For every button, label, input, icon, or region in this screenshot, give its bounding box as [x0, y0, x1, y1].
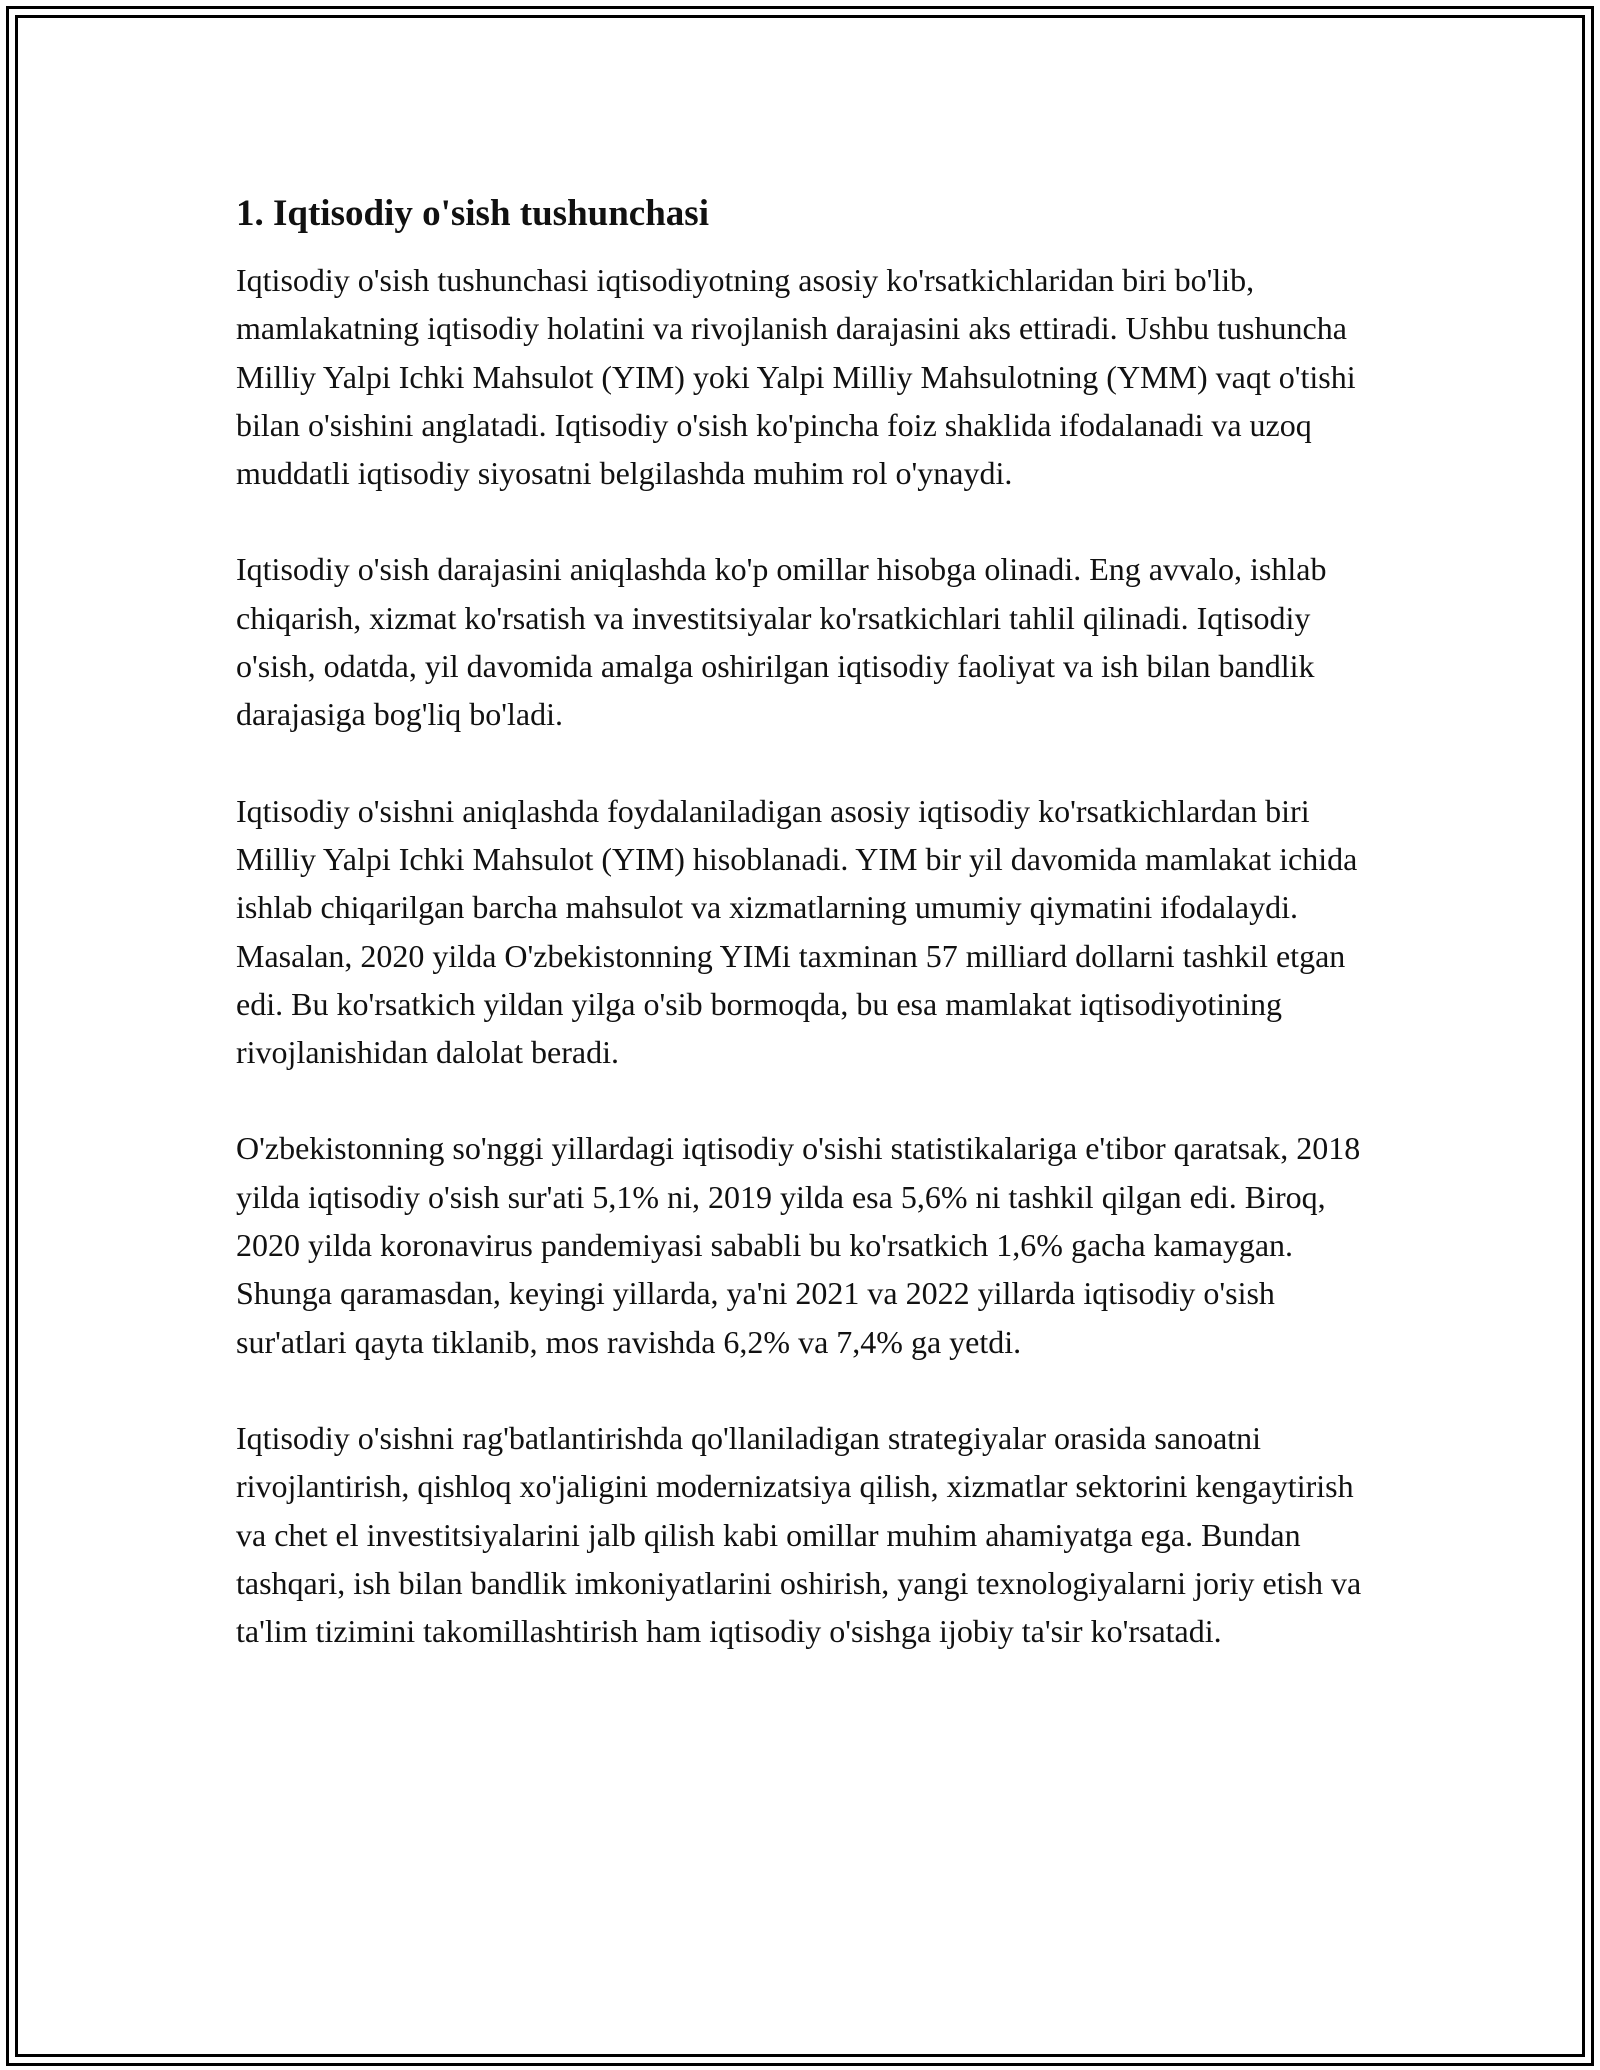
paragraph-1: Iqtisodiy o'sish tushunchasi iqtisodiyotning asosiy ko'rsatkichlaridan biri bo'lib, mamlakatning iqtisodiy holatini va rivojlanish darajasini aks ettiradi. Ushbu tushuncha Milliy Yalpi Ichki Mahsulot (YIM) yoki Yalpi Milliy Mahsulotning (YMM) vaqt o'tishi bilan o'sishini anglatadi. Iqtisodiy o'sish ko'pincha foiz shaklida ifodalanadi va uzoq muddatli iqtisodiy siyosatni belgilashda muhim rol o'ynaydi. [236, 262, 1356, 492]
section-heading: 1. Iqtisodiy o'sish tushunchasi [236, 193, 709, 234]
paragraph-2: Iqtisodiy o'sish darajasini aniqlashda ko'p omillar hisobga olinadi. Eng avvalo, ishlab chiqarish, xizmat ko'rsatish va investitsiyalar ko'rsatkichlari tahlil qilinadi. Iqtisodiy o'sish, odatda, yil davomida amalga oshirilgan iqtisodiy faoliyat va ish bilan bandlik darajasiga bog'liq bo'ladi. [236, 551, 1327, 733]
paragraph-3: Iqtisodiy o'sishni aniqlashda foydalaniladigan asosiy iqtisodiy ko'rsatkichlardan biri Milliy Yalpi Ichki Mahsulot (YIM) hisoblanadi. YIM bir yil davomida mamlakat ichida ishlab chiqarilgan barcha mahsulot va xizmatlarning umumiy qiymatini ifodalaydi. Masalan, 2020 yilda O'zbekistonning YIMi taxminan 57 milliard dollarni tashkil etgan edi. Bu ko'rsatkich yildan yilga o'sib bormoqda, bu esa mamlakat iqtisodiyotining rivojlanishidan dalolat beradi. [236, 792, 1358, 1071]
document-body [236, 188, 1366, 1655]
paragraph-4: O'zbekistonning so'nggi yillardagi iqtisodiy o'sishi statistikalariga e'tibor qaratsak, 2018 yilda iqtisodiy o'sish sur'ati 5,1% ni, 2019 yilda esa 5,6% ni tashkil qilgan edi. Biroq, 2020 yilda koronavirus pandemiyasi sababli bu ko'rsatkich 1,6% gacha kamaygan. Shunga qaramasdan, keyingi yillarda, ya'ni 2021 va 2022 yillarda iqtisodiy o'sish sur'atlari qayta tiklanib, mos ravishda 6,2% va 7,4% ga yetdi. [236, 1130, 1361, 1360]
paragraph-5: Iqtisodiy o'sishni rag'batlantirishda qo'llaniladigan strategiyalar orasida sanoatni rivojlantirish, qishloq xo'jaligini modernizatsiya qilish, xizmatlar sektorini kengaytirish va chet el investitsiyalarini jalb qilish kabi omillar muhim ahamiyatga ega. Bundan tashqari, ish bilan bandlik imkoniyatlarini oshirish, yangi texnologiyalarni joriy etish va ta'lim tizimini takomillashtirish ham iqtisodiy o'sishga ijobiy ta'sir ko'rsatadi. [236, 1419, 1362, 1650]
